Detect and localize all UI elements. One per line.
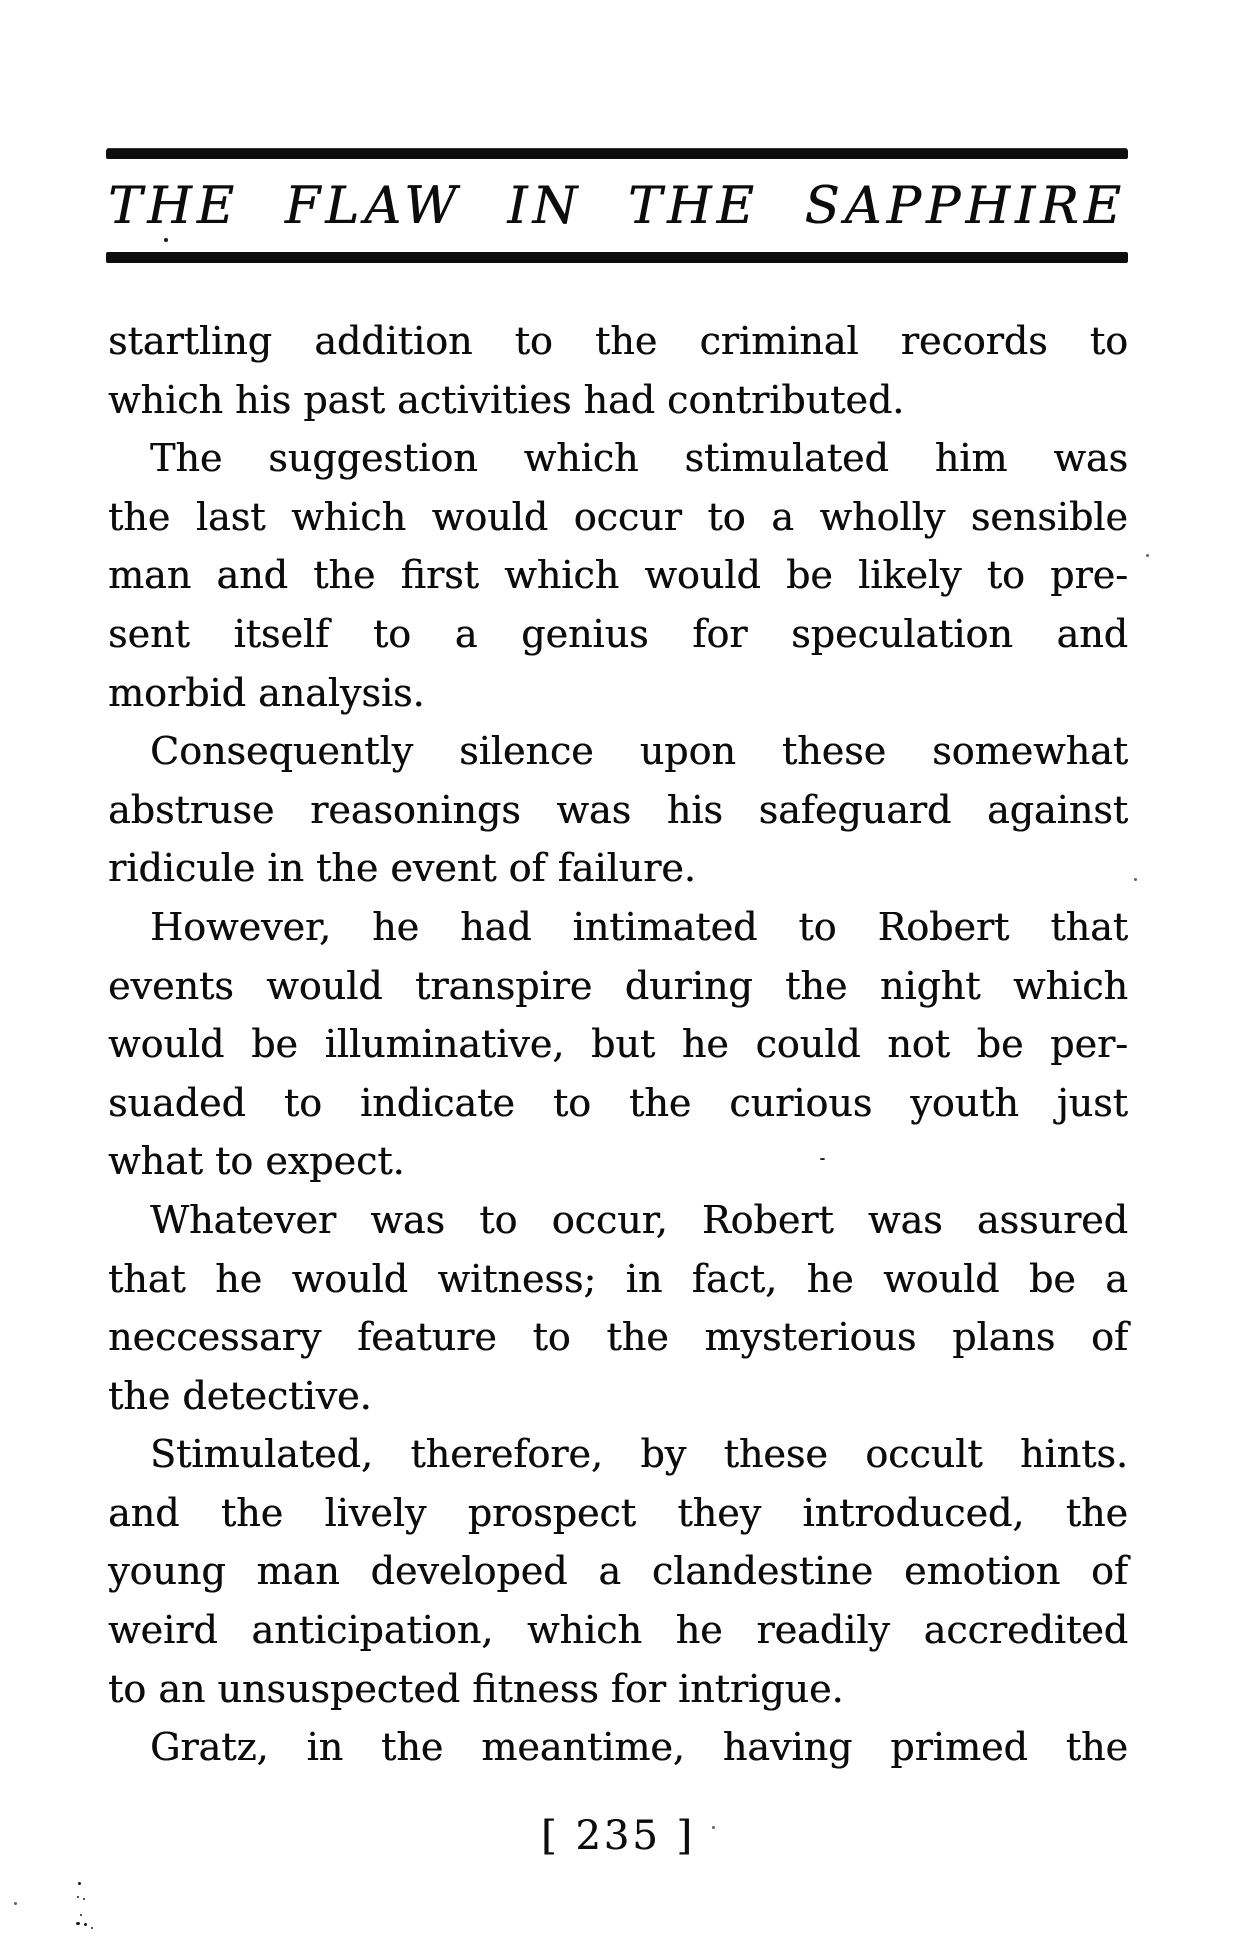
- text-line: young man developed a clandestine emotion of: [108, 1549, 1128, 1594]
- text-line: However, he had intimated to Robert that: [150, 904, 1128, 949]
- chapter-title: [108, 176, 1126, 238]
- scan-speck: [1134, 878, 1137, 881]
- scan-speck: [820, 1158, 825, 1160]
- text-line: would be illuminative, but he could not be per-: [108, 1022, 1128, 1067]
- text-line: The suggestion which stimulated him was: [150, 436, 1128, 481]
- text-line: and the lively prospect they introduced, the: [108, 1490, 1128, 1535]
- text-line: which his past activities had contributed.: [108, 377, 905, 422]
- text-line: Consequently silence upon these somewhat: [150, 729, 1128, 774]
- text-line: Whatever was to occur, Robert was assured: [150, 1197, 1128, 1242]
- scan-speck: [80, 1914, 82, 1916]
- scan-speck: [76, 1922, 80, 1925]
- scan-speck: [77, 1896, 79, 1898]
- page-number: [ 235 ]: [541, 1813, 695, 1859]
- page-body: [108, 312, 1128, 1777]
- header-rule-top: [106, 149, 1128, 159]
- header-rule-bottom: [106, 252, 1128, 263]
- scan-speck: [78, 1882, 81, 1885]
- text-line: abstruse reasonings was his safeguard against: [108, 787, 1128, 832]
- title-word: THE: [627, 177, 759, 236]
- text-line: what to expect.: [108, 1139, 405, 1184]
- text-line: morbid analysis.: [108, 670, 425, 715]
- text-line: weird anticipation, which he readily accredited: [108, 1608, 1128, 1653]
- text-line: ridicule in the event of failure.: [108, 846, 696, 891]
- title-word: THE: [108, 177, 240, 236]
- text-line: events would transpire during the night which: [108, 963, 1128, 1008]
- scan-speck: [1146, 554, 1149, 557]
- text-line: sent itself to a genius for speculation and: [108, 611, 1128, 656]
- title-word: FLAW: [284, 177, 462, 236]
- title-word: SAPPHIRE: [804, 177, 1126, 236]
- scan-speck: [712, 1826, 715, 1829]
- scan-speck: [14, 1902, 17, 1905]
- text-line: suaded to indicate to the curious youth just: [108, 1080, 1128, 1125]
- text-line: the last which would occur to a wholly sensible: [108, 494, 1128, 539]
- title-word: IN: [507, 177, 583, 236]
- scan-speck: [164, 238, 168, 242]
- scan-speck: [91, 1927, 93, 1929]
- text-line: that he would witness; in fact, he would be a: [108, 1256, 1128, 1301]
- scan-speck: [83, 1898, 85, 1900]
- text-line: man and the first which would be likely to pre-: [108, 553, 1128, 598]
- scan-speck: [84, 1923, 87, 1926]
- text-line: startling addition to the criminal records to: [108, 319, 1128, 363]
- page-footer: [108, 1806, 1128, 1866]
- text-line: neccessary feature to the mysterious plans of: [108, 1315, 1128, 1360]
- text-line: the detective.: [108, 1373, 372, 1418]
- text-line: Gratz, in the meantime, having primed the: [150, 1725, 1128, 1770]
- text-line: Stimulated, therefore, by these occult hints.: [150, 1432, 1128, 1477]
- text-line: to an unsuspected fitness for intrigue.: [108, 1666, 844, 1711]
